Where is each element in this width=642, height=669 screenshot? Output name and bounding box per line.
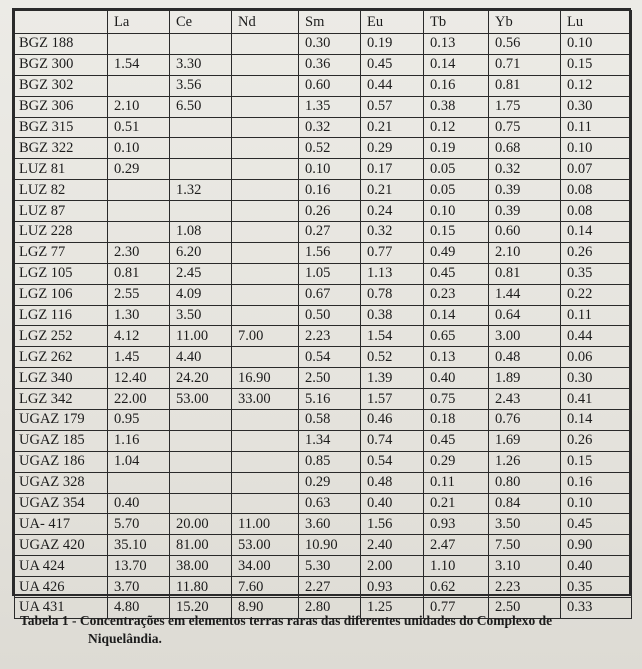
value-cell: 0.71 [489, 54, 561, 75]
table-row [15, 410, 632, 431]
value-cell [170, 159, 232, 180]
value-cell: 0.48 [361, 472, 424, 493]
value-cell: 0.58 [299, 410, 361, 431]
value-cell: 2.23 [299, 326, 361, 347]
value-cell: 34.00 [232, 556, 299, 577]
sample-id-cell: UGAZ 186 [15, 451, 108, 472]
value-cell: 35.10 [108, 535, 170, 556]
table-row [15, 180, 632, 201]
value-cell: 2.27 [299, 577, 361, 598]
value-cell: 0.63 [299, 493, 361, 514]
value-cell: 1.54 [108, 54, 170, 75]
value-cell: 0.30 [299, 34, 361, 55]
value-cell [232, 159, 299, 180]
value-cell: 0.40 [361, 493, 424, 514]
table-row [15, 451, 632, 472]
value-cell: 1.05 [299, 263, 361, 284]
value-cell: 0.11 [561, 117, 632, 138]
value-cell: 4.80 [108, 598, 170, 619]
table-row [15, 201, 632, 222]
value-cell: 0.39 [489, 201, 561, 222]
value-cell: 1.16 [108, 430, 170, 451]
value-cell: 0.26 [299, 201, 361, 222]
table-row [15, 326, 632, 347]
value-cell [232, 284, 299, 305]
table-body [15, 34, 632, 619]
value-cell: 2.30 [108, 242, 170, 263]
value-cell: 0.52 [299, 138, 361, 159]
value-cell: 0.36 [299, 54, 361, 75]
sample-id-cell: UGAZ 354 [15, 493, 108, 514]
table-row [15, 535, 632, 556]
sample-id-cell: LUZ 81 [15, 159, 108, 180]
value-cell: 0.60 [299, 75, 361, 96]
value-cell [170, 34, 232, 55]
value-cell [170, 493, 232, 514]
value-cell [232, 451, 299, 472]
header-cell-eu: Eu [361, 11, 424, 34]
value-cell: 0.14 [561, 410, 632, 431]
value-cell: 3.00 [489, 326, 561, 347]
table-row [15, 389, 632, 410]
value-cell: 0.40 [561, 556, 632, 577]
value-cell [108, 75, 170, 96]
table-row [15, 222, 632, 243]
value-cell: 0.77 [361, 242, 424, 263]
value-cell: 0.29 [361, 138, 424, 159]
table-row [15, 242, 632, 263]
value-cell: 4.09 [170, 284, 232, 305]
value-cell: 0.33 [561, 598, 632, 619]
value-cell: 0.32 [489, 159, 561, 180]
sample-id-cell: BGZ 315 [15, 117, 108, 138]
sample-id-cell: UA 431 [15, 598, 108, 619]
value-cell: 1.34 [299, 430, 361, 451]
table-row [15, 284, 632, 305]
value-cell: 0.39 [489, 180, 561, 201]
value-cell: 16.90 [232, 368, 299, 389]
value-cell [170, 410, 232, 431]
sample-id-cell: LUZ 87 [15, 201, 108, 222]
sample-id-cell: BGZ 302 [15, 75, 108, 96]
value-cell: 0.45 [424, 263, 489, 284]
ree-concentration-table [14, 10, 632, 619]
value-cell: 1.44 [489, 284, 561, 305]
value-cell: 0.38 [424, 96, 489, 117]
value-cell: 8.90 [232, 598, 299, 619]
sample-id-cell: LGZ 105 [15, 263, 108, 284]
value-cell: 2.40 [361, 535, 424, 556]
value-cell: 24.20 [170, 368, 232, 389]
value-cell [170, 201, 232, 222]
value-cell: 0.26 [561, 242, 632, 263]
sample-id-cell: UA 424 [15, 556, 108, 577]
value-cell: 11.80 [170, 577, 232, 598]
value-cell: 38.00 [170, 556, 232, 577]
table-row [15, 138, 632, 159]
value-cell: 0.05 [424, 159, 489, 180]
value-cell: 0.16 [424, 75, 489, 96]
table-row [15, 54, 632, 75]
value-cell: 0.57 [361, 96, 424, 117]
value-cell: 2.10 [108, 96, 170, 117]
sample-id-cell: LGZ 252 [15, 326, 108, 347]
value-cell: 0.95 [108, 410, 170, 431]
value-cell: 0.10 [561, 138, 632, 159]
value-cell: 2.50 [299, 368, 361, 389]
value-cell: 0.84 [489, 493, 561, 514]
value-cell [232, 430, 299, 451]
value-cell: 1.75 [489, 96, 561, 117]
value-cell: 0.10 [561, 493, 632, 514]
value-cell: 0.75 [489, 117, 561, 138]
value-cell: 0.46 [361, 410, 424, 431]
value-cell: 3.10 [489, 556, 561, 577]
value-cell: 0.56 [489, 34, 561, 55]
value-cell: 1.35 [299, 96, 361, 117]
value-cell: 0.93 [361, 577, 424, 598]
value-cell: 13.70 [108, 556, 170, 577]
value-cell: 0.12 [424, 117, 489, 138]
table-row [15, 117, 632, 138]
value-cell: 20.00 [170, 514, 232, 535]
value-cell: 0.45 [424, 430, 489, 451]
header-cell-ce: Ce [170, 11, 232, 34]
value-cell: 0.15 [561, 451, 632, 472]
value-cell [170, 138, 232, 159]
value-cell [232, 54, 299, 75]
value-cell: 0.13 [424, 347, 489, 368]
header-cell-la: La [108, 11, 170, 34]
value-cell: 0.32 [361, 222, 424, 243]
value-cell: 0.29 [299, 472, 361, 493]
table-row [15, 368, 632, 389]
value-cell: 0.35 [561, 263, 632, 284]
value-cell: 1.08 [170, 222, 232, 243]
sample-id-cell: BGZ 322 [15, 138, 108, 159]
value-cell: 5.70 [108, 514, 170, 535]
table-row [15, 347, 632, 368]
value-cell: 0.17 [361, 159, 424, 180]
header-cell-tb: Tb [424, 11, 489, 34]
value-cell: 0.23 [424, 284, 489, 305]
sample-id-cell: UA- 417 [15, 514, 108, 535]
value-cell: 2.50 [489, 598, 561, 619]
value-cell: 0.14 [561, 222, 632, 243]
value-cell: 0.08 [561, 180, 632, 201]
value-cell: 0.75 [424, 389, 489, 410]
value-cell: 0.11 [424, 472, 489, 493]
value-cell [232, 34, 299, 55]
value-cell: 3.30 [170, 54, 232, 75]
value-cell [232, 96, 299, 117]
value-cell: 1.04 [108, 451, 170, 472]
value-cell: 0.19 [361, 34, 424, 55]
value-cell: 0.65 [424, 326, 489, 347]
value-cell [232, 180, 299, 201]
sample-id-cell: UGAZ 420 [15, 535, 108, 556]
value-cell: 0.67 [299, 284, 361, 305]
value-cell: 12.40 [108, 368, 170, 389]
value-cell: 6.20 [170, 242, 232, 263]
value-cell: 2.47 [424, 535, 489, 556]
table-row [15, 96, 632, 117]
value-cell: 0.10 [561, 34, 632, 55]
header-cell-yb: Yb [489, 11, 561, 34]
header-cell-sm: Sm [299, 11, 361, 34]
value-cell: 0.54 [361, 451, 424, 472]
value-cell: 1.69 [489, 430, 561, 451]
value-cell: 0.85 [299, 451, 361, 472]
value-cell: 1.56 [299, 242, 361, 263]
value-cell [232, 201, 299, 222]
value-cell: 2.45 [170, 263, 232, 284]
value-cell: 0.60 [489, 222, 561, 243]
value-cell: 0.18 [424, 410, 489, 431]
value-cell [170, 451, 232, 472]
value-cell: 3.60 [299, 514, 361, 535]
sample-id-cell: LGZ 106 [15, 284, 108, 305]
value-cell: 0.27 [299, 222, 361, 243]
value-cell: 0.14 [424, 305, 489, 326]
value-cell: 81.00 [170, 535, 232, 556]
sample-id-cell: LGZ 116 [15, 305, 108, 326]
value-cell: 0.44 [561, 326, 632, 347]
value-cell: 0.48 [489, 347, 561, 368]
value-cell [232, 472, 299, 493]
value-cell: 3.50 [489, 514, 561, 535]
value-cell [232, 242, 299, 263]
value-cell: 0.06 [561, 347, 632, 368]
value-cell [232, 305, 299, 326]
value-cell: 0.10 [108, 138, 170, 159]
sample-id-cell: BGZ 306 [15, 96, 108, 117]
sample-id-cell: UGAZ 179 [15, 410, 108, 431]
header-cell-sample [15, 11, 108, 34]
table-row [15, 159, 632, 180]
value-cell: 0.51 [108, 117, 170, 138]
value-cell: 1.26 [489, 451, 561, 472]
value-cell: 0.68 [489, 138, 561, 159]
value-cell [232, 347, 299, 368]
value-cell: 1.45 [108, 347, 170, 368]
sample-id-cell: LGZ 77 [15, 242, 108, 263]
value-cell: 0.45 [361, 54, 424, 75]
caption-line-1: Tabela 1 - Concentrações em elementos terras raras das diferentes unidades do Complexo de [20, 613, 553, 628]
value-cell: 15.20 [170, 598, 232, 619]
value-cell: 0.76 [489, 410, 561, 431]
value-cell: 0.81 [489, 75, 561, 96]
value-cell: 7.50 [489, 535, 561, 556]
value-cell: 0.74 [361, 430, 424, 451]
value-cell [108, 34, 170, 55]
value-cell: 2.55 [108, 284, 170, 305]
value-cell: 0.05 [424, 180, 489, 201]
value-cell: 0.52 [361, 347, 424, 368]
value-cell: 3.50 [170, 305, 232, 326]
caption-line-2: Niquelândia. [88, 631, 162, 646]
value-cell: 11.00 [232, 514, 299, 535]
value-cell: 2.00 [361, 556, 424, 577]
value-cell: 0.22 [561, 284, 632, 305]
value-cell: 1.57 [361, 389, 424, 410]
value-cell: 7.00 [232, 326, 299, 347]
table-row [15, 263, 632, 284]
value-cell [232, 222, 299, 243]
table-row [15, 34, 632, 55]
value-cell: 0.12 [561, 75, 632, 96]
sample-id-cell: LUZ 82 [15, 180, 108, 201]
table-header-row [15, 11, 632, 34]
sample-id-cell: UGAZ 328 [15, 472, 108, 493]
value-cell: 1.13 [361, 263, 424, 284]
value-cell: 0.10 [299, 159, 361, 180]
value-cell [108, 222, 170, 243]
value-cell [232, 138, 299, 159]
table-row [15, 514, 632, 535]
value-cell: 4.40 [170, 347, 232, 368]
value-cell: 0.41 [561, 389, 632, 410]
value-cell: 0.26 [561, 430, 632, 451]
value-cell: 0.45 [561, 514, 632, 535]
value-cell: 1.39 [361, 368, 424, 389]
value-cell: 5.16 [299, 389, 361, 410]
value-cell: 22.00 [108, 389, 170, 410]
value-cell: 0.21 [361, 117, 424, 138]
value-cell: 1.25 [361, 598, 424, 619]
sample-id-cell: LGZ 342 [15, 389, 108, 410]
value-cell: 0.40 [108, 493, 170, 514]
value-cell: 0.13 [424, 34, 489, 55]
value-cell: 2.43 [489, 389, 561, 410]
value-cell: 0.10 [424, 201, 489, 222]
value-cell: 0.32 [299, 117, 361, 138]
value-cell: 6.50 [170, 96, 232, 117]
value-cell: 0.35 [561, 577, 632, 598]
value-cell: 10.90 [299, 535, 361, 556]
value-cell: 0.50 [299, 305, 361, 326]
value-cell: 1.30 [108, 305, 170, 326]
value-cell [232, 410, 299, 431]
value-cell [108, 180, 170, 201]
value-cell: 33.00 [232, 389, 299, 410]
value-cell [232, 263, 299, 284]
value-cell [232, 75, 299, 96]
sample-id-cell: UGAZ 185 [15, 430, 108, 451]
value-cell: 0.81 [489, 263, 561, 284]
value-cell: 0.21 [361, 180, 424, 201]
value-cell: 3.56 [170, 75, 232, 96]
value-cell: 0.11 [561, 305, 632, 326]
value-cell [170, 472, 232, 493]
value-cell: 5.30 [299, 556, 361, 577]
value-cell [232, 493, 299, 514]
value-cell: 7.60 [232, 577, 299, 598]
value-cell [170, 117, 232, 138]
value-cell: 0.15 [561, 54, 632, 75]
table-row [15, 75, 632, 96]
value-cell: 0.54 [299, 347, 361, 368]
value-cell: 0.90 [561, 535, 632, 556]
value-cell: 0.64 [489, 305, 561, 326]
table-row [15, 430, 632, 451]
value-cell: 0.16 [299, 180, 361, 201]
value-cell [108, 201, 170, 222]
value-cell: 0.30 [561, 96, 632, 117]
value-cell: 0.16 [561, 472, 632, 493]
sample-id-cell: LGZ 340 [15, 368, 108, 389]
value-cell: 0.21 [424, 493, 489, 514]
value-cell: 2.23 [489, 577, 561, 598]
table-row [15, 472, 632, 493]
sample-id-cell: UA 426 [15, 577, 108, 598]
value-cell: 0.77 [424, 598, 489, 619]
value-cell: 2.10 [489, 242, 561, 263]
value-cell: 4.12 [108, 326, 170, 347]
value-cell: 53.00 [232, 535, 299, 556]
table-caption [20, 612, 620, 648]
value-cell: 0.07 [561, 159, 632, 180]
value-cell: 1.54 [361, 326, 424, 347]
value-cell: 0.62 [424, 577, 489, 598]
value-cell: 0.24 [361, 201, 424, 222]
value-cell: 0.29 [424, 451, 489, 472]
value-cell: 0.78 [361, 284, 424, 305]
value-cell: 1.56 [361, 514, 424, 535]
value-cell: 0.14 [424, 54, 489, 75]
value-cell: 0.30 [561, 368, 632, 389]
table-row [15, 493, 632, 514]
value-cell: 1.32 [170, 180, 232, 201]
value-cell: 0.29 [108, 159, 170, 180]
value-cell: 3.70 [108, 577, 170, 598]
value-cell: 1.10 [424, 556, 489, 577]
value-cell: 0.81 [108, 263, 170, 284]
value-cell: 0.44 [361, 75, 424, 96]
value-cell: 0.40 [424, 368, 489, 389]
value-cell: 53.00 [170, 389, 232, 410]
value-cell: 2.80 [299, 598, 361, 619]
value-cell: 0.15 [424, 222, 489, 243]
value-cell: 1.89 [489, 368, 561, 389]
value-cell: 0.38 [361, 305, 424, 326]
table-row [15, 305, 632, 326]
sample-id-cell: BGZ 300 [15, 54, 108, 75]
value-cell [108, 472, 170, 493]
value-cell: 0.93 [424, 514, 489, 535]
value-cell [232, 117, 299, 138]
value-cell: 0.19 [424, 138, 489, 159]
table-row [15, 556, 632, 577]
sample-id-cell: BGZ 188 [15, 34, 108, 55]
value-cell: 0.08 [561, 201, 632, 222]
value-cell: 0.49 [424, 242, 489, 263]
header-cell-lu: Lu [561, 11, 632, 34]
header-cell-nd: Nd [232, 11, 299, 34]
value-cell: 11.00 [170, 326, 232, 347]
sample-id-cell: LUZ 228 [15, 222, 108, 243]
sample-id-cell: LGZ 262 [15, 347, 108, 368]
value-cell [170, 430, 232, 451]
value-cell: 0.80 [489, 472, 561, 493]
table-row [15, 577, 632, 598]
